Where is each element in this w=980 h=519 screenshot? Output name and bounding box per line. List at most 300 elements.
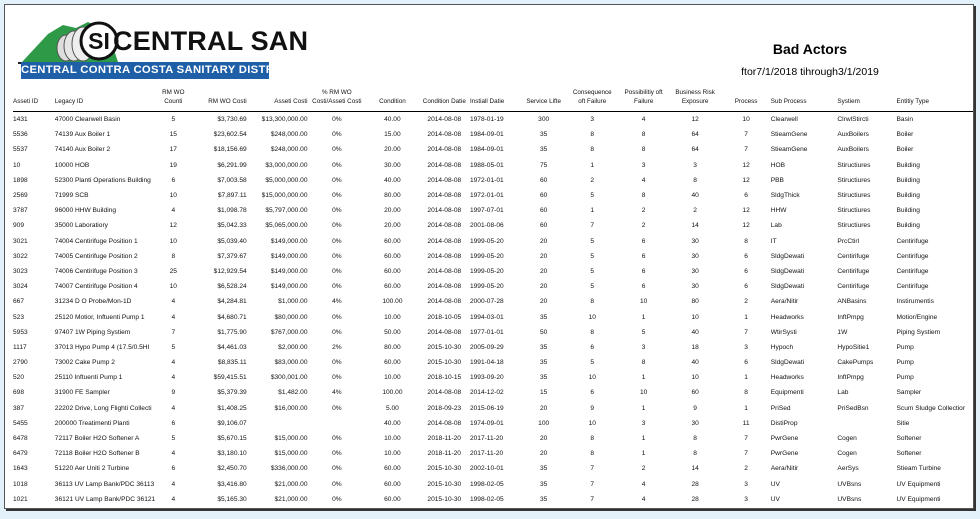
cell-legacy-id: 36113 UV Lamp Bank/PDC 36113 <box>54 480 155 488</box>
cell-rm-wo-count: 10 <box>169 237 177 245</box>
cell-asset-cost: $149,000.00 <box>270 252 308 260</box>
cell-business-risk-exposure: 64 <box>691 146 699 154</box>
cell-condition: 10.00 <box>384 374 401 382</box>
cell-asset-id: 5536 <box>13 131 28 139</box>
cell-service-life: 60 <box>540 207 548 215</box>
cell-condition-date: 2014-08-08 <box>427 283 462 291</box>
cell-entity-type: Instirumentis <box>896 298 934 306</box>
cell-condition: 20.00 <box>384 207 401 215</box>
cell-legacy-id: 37013 Hypo Pump 4 (17.5/0.5HI <box>54 343 150 351</box>
cell-legacy-id: 25110 Inftuenti Pump 1 <box>54 374 123 382</box>
cell-system: Stiructiures <box>837 207 871 215</box>
cell-consequence-of-failure: 1 <box>590 207 595 215</box>
cell-entity-type: Softener <box>896 435 922 443</box>
cell-service-life: 20 <box>540 435 548 443</box>
cell-service-life: 60 <box>540 176 548 184</box>
cell-sub-process: IT <box>770 237 777 245</box>
cell-business-risk-exposure: 12 <box>691 116 699 124</box>
cell-entity-type: UV Equipmenti <box>896 495 941 503</box>
cell-system: UVBsns <box>837 495 862 503</box>
cell-condition: 60.00 <box>384 252 401 260</box>
cell-entity-type: Centirifuge <box>896 252 929 260</box>
cell-rm-wo-count: 6 <box>171 465 176 473</box>
cell-consequence-of-failure: 8 <box>590 298 595 306</box>
cell-condition: 40.00 <box>384 116 401 124</box>
cell-sub-process: SldgDewati <box>770 252 805 260</box>
cell-system: HypoSitie1 <box>837 343 870 351</box>
cell-system <box>837 416 896 431</box>
cell-process: 6 <box>744 267 748 275</box>
cell-asset-id: 5537 <box>13 146 28 154</box>
cell-condition-date: 2014-08-08 <box>427 116 462 124</box>
cell-pct-cost: 0% <box>332 283 342 291</box>
cell-rm-wo-cost: $18,156.69 <box>213 146 247 154</box>
cell-possibility-of-failure: 6 <box>641 237 646 245</box>
cell-legacy-id: 74006 Centirifuge Position 3 <box>54 267 138 275</box>
table-row <box>13 446 973 461</box>
cell-consequence-of-failure: 3 <box>590 116 595 124</box>
cell-entity-type: Boiler <box>896 131 914 139</box>
cell-rm-wo-cost: $7,379.67 <box>217 252 247 260</box>
cell-condition-date: 2015-10-30 <box>427 343 462 351</box>
cell-business-risk-exposure: 30 <box>691 237 699 245</box>
cell-asset-cost: $336,000.00 <box>270 465 308 473</box>
cell-sub-process: HOB <box>770 161 786 169</box>
cell-pct-cost: 0% <box>332 435 342 443</box>
cell-system: Lab <box>837 389 849 397</box>
cell-rm-wo-count: 17 <box>169 146 177 154</box>
cell-legacy-id: 25120 Motior, Inftuenti Pump 1 <box>54 313 145 321</box>
cell-asset-id: 3023 <box>13 267 28 275</box>
cell-service-life: 35 <box>540 495 548 503</box>
cell-install-date: 1984-09-01 <box>469 146 504 154</box>
cell-system: Stiructiures <box>837 222 871 230</box>
cell-consequence-of-failure: 10 <box>588 419 596 427</box>
cell-entity-type: Building <box>896 222 920 230</box>
cell-consequence-of-failure: 5 <box>590 359 595 367</box>
cell-pct-cost: 0% <box>332 328 342 336</box>
cell-pct-cost: 0% <box>332 465 342 473</box>
cell-rm-wo-cost: $5,379.39 <box>217 389 247 397</box>
cell-consequence-of-failure: 7 <box>590 495 595 503</box>
cell-condition: 60.00 <box>384 267 401 275</box>
cell-condition-date: 2018-10-05 <box>427 313 462 321</box>
cell-possibility-of-failure: 8 <box>641 192 646 200</box>
cell-sub-process: SldgDewati <box>770 359 805 367</box>
cell-consequence-of-failure: 8 <box>590 450 595 458</box>
column-header-possibility-of-failure <box>618 88 669 112</box>
cell-condition-date: 2014-08-08 <box>427 222 462 230</box>
cell-pct-cost: 0% <box>332 313 342 321</box>
cell-system: Centirifuge <box>837 252 870 260</box>
cell-asset-cost: $1,482.00 <box>278 389 308 397</box>
cell-system: AerSys <box>837 465 859 473</box>
cell-business-risk-exposure: 40 <box>691 192 699 200</box>
column-header-consequence-of-failure <box>566 88 618 112</box>
cell-rm-wo-count: 4 <box>171 207 176 215</box>
cell-possibility-of-failure: 1 <box>641 450 646 458</box>
cell-asset-id: 1021 <box>13 495 28 503</box>
cell-condition: 15.00 <box>384 131 401 139</box>
cell-legacy-id: 74007 Centirifuge Position 4 <box>54 283 138 291</box>
cell-consequence-of-failure: 7 <box>590 465 595 473</box>
cell-sub-process: SldgDewati <box>770 267 805 275</box>
cell-condition: 40.00 <box>384 176 401 184</box>
cell-entity-type: Sitie <box>896 419 910 427</box>
cell-system: Stiructiures <box>837 176 871 184</box>
cell-process: 3 <box>744 480 748 488</box>
cell-legacy-id: 96000 HHW Building <box>54 207 116 215</box>
cell-sub-process: WtirSysti <box>770 328 797 336</box>
cell-pct-cost: 0% <box>332 359 342 367</box>
cell-pct-cost: 4% <box>332 389 342 397</box>
cell-asset-cost: $15,000.00 <box>274 435 308 443</box>
cell-business-risk-exposure: 18 <box>691 343 699 351</box>
cell-install-date: 2017-11-20 <box>469 435 504 443</box>
cell-pct-cost: 0% <box>332 237 342 245</box>
cell-install-date: 1972-01-01 <box>469 192 504 200</box>
cell-rm-wo-cost: $5,165.30 <box>217 495 247 503</box>
cell-sub-process: Clearwell <box>770 116 798 124</box>
cell-rm-wo-count: 4 <box>171 313 176 321</box>
cell-business-risk-exposure: 14 <box>691 465 699 473</box>
cell-install-date: 2017-11-20 <box>469 450 504 458</box>
cell-asset-id: 3022 <box>13 252 28 260</box>
cell-business-risk-exposure: 80 <box>691 298 699 306</box>
cell-asset-id: 1898 <box>13 176 28 184</box>
column-header-process <box>721 88 770 112</box>
cell-condition-date: 2014-08-08 <box>427 389 462 397</box>
cell-entity-type: Sampler <box>896 389 922 397</box>
cell-system: PriSedBsn <box>837 404 869 412</box>
cell-service-life: 20 <box>540 404 548 412</box>
cell-system: PrcCtirl <box>837 237 860 245</box>
cell-rm-wo-cost: $2,450.70 <box>217 465 247 473</box>
cell-condition-date: 2018-10-15 <box>427 374 462 382</box>
cell-business-risk-exposure: 10 <box>691 374 699 382</box>
header-line-2: Asseti Costi <box>274 98 308 105</box>
cell-entity-type: Centirifuge <box>896 267 929 275</box>
cell-rm-wo-count: 19 <box>169 161 177 169</box>
cell-legacy-id: 74004 Centirifuge Position 1 <box>54 237 138 245</box>
cell-rm-wo-count: 10 <box>169 283 177 291</box>
column-header-asset-id <box>13 88 55 112</box>
cell-service-life: 20 <box>540 252 548 260</box>
cell-rm-wo-cost: $3,730.69 <box>217 116 247 124</box>
cell-system: Centirifuge <box>837 267 870 275</box>
cell-rm-wo-cost: $59,415.51 <box>213 374 247 382</box>
cell-asset-id: 3024 <box>13 283 28 291</box>
cell-system: Cogen <box>837 435 857 443</box>
cell-asset-cost: $1,000.00 <box>278 298 308 306</box>
cell-rm-wo-count: 25 <box>169 267 177 275</box>
cell-consequence-of-failure: 8 <box>590 131 595 139</box>
cell-pct-cost: 0% <box>332 252 342 260</box>
cell-asset-cost: $248,000.00 <box>270 131 308 139</box>
cell-pct-cost: 0% <box>332 495 342 503</box>
cell-install-date: 2000-07-28 <box>469 298 504 306</box>
cell-process: 7 <box>744 435 748 443</box>
table-row <box>13 188 973 203</box>
cell-service-life: 60 <box>540 222 548 230</box>
cell-sub-process: StieamGene <box>770 131 808 139</box>
cell-condition: 10.00 <box>384 450 401 458</box>
cell-process: 12 <box>742 176 750 184</box>
header-line-2: Asseti ID <box>13 98 39 105</box>
cell-rm-wo-count: 6 <box>171 419 176 427</box>
cell-process: 1 <box>744 374 748 382</box>
cell-business-risk-exposure: 40 <box>691 328 699 336</box>
cell-install-date: 2001-08-06 <box>469 222 504 230</box>
cell-condition-date: 2014-08-08 <box>427 192 462 200</box>
cell-process: 12 <box>742 161 750 169</box>
cell-asset-id: 387 <box>13 404 25 412</box>
cell-entity-type: Centirifuge <box>896 237 929 245</box>
cell-pct-cost: 0% <box>332 176 342 184</box>
cell-condition: 20.00 <box>384 222 401 230</box>
cell-entity-type: Pump <box>896 343 914 351</box>
cell-rm-wo-count: 4 <box>171 480 176 488</box>
cell-condition-date: 2015-10-30 <box>427 465 462 473</box>
cell-legacy-id: 200000 Treatimenti Planti <box>54 419 130 427</box>
cell-install-date: 1998-02-05 <box>469 495 504 503</box>
cell-pct-cost: 0% <box>332 450 342 458</box>
cell-asset-id: 523 <box>13 313 25 321</box>
cell-legacy-id: 31234 D O Probe/Mon-1D <box>54 298 132 306</box>
cell-system: 1W <box>837 328 848 336</box>
cell-rm-wo-cost: $3,416.80 <box>217 480 247 488</box>
cell-rm-wo-cost: $4,284.81 <box>217 298 247 306</box>
cell-legacy-id: 10000 HOB <box>54 161 90 169</box>
cell-business-risk-exposure: 10 <box>691 313 699 321</box>
cell-condition-date: 2014-08-08 <box>427 176 462 184</box>
cell-condition: 60.00 <box>384 495 401 503</box>
cell-possibility-of-failure: 2 <box>641 207 646 215</box>
table-row <box>13 279 973 294</box>
cell-rm-wo-count: 10 <box>169 192 177 200</box>
cell-install-date: 1972-01-01 <box>469 176 504 184</box>
cell-pct-cost: 0% <box>332 207 342 215</box>
cell-asset-cost: $3,000,000.00 <box>265 161 308 169</box>
cell-consequence-of-failure: 5 <box>590 267 595 275</box>
column-header-install-date <box>470 88 521 112</box>
cell-business-risk-exposure: 30 <box>691 252 699 260</box>
header-line-2: Sub Process <box>770 98 807 105</box>
cell-install-date: 2015-06-19 <box>469 404 504 412</box>
cell-business-risk-exposure: 8 <box>693 176 697 184</box>
cell-possibility-of-failure: 4 <box>641 495 646 503</box>
cell-rm-wo-count: 15 <box>169 131 177 139</box>
cell-rm-wo-cost: $12,929.54 <box>213 267 247 275</box>
cell-rm-wo-count: 7 <box>171 328 176 336</box>
cell-possibility-of-failure: 3 <box>641 161 646 169</box>
cell-consequence-of-failure: 8 <box>590 146 595 154</box>
cell-consequence-of-failure: 6 <box>590 343 595 351</box>
cell-service-life: 35 <box>540 480 548 488</box>
cell-asset-id: 6479 <box>13 450 28 458</box>
cell-system: Stiructiures <box>837 192 871 200</box>
cell-service-life: 35 <box>540 465 548 473</box>
cell-condition-date: 2018-11-20 <box>427 435 461 443</box>
cell-service-life: 20 <box>540 237 548 245</box>
cell-process: 12 <box>742 222 750 230</box>
table-row <box>13 309 973 324</box>
column-header-system <box>837 88 896 112</box>
header-line-2: Entitiy Type <box>896 98 929 105</box>
cell-condition: 5.00 <box>385 404 399 412</box>
cell-pct-cost: 0% <box>332 116 342 124</box>
cell-rm-wo-count: 4 <box>171 298 176 306</box>
cell-condition: 60.00 <box>384 359 401 367</box>
cell-business-risk-exposure: 40 <box>691 359 699 367</box>
cell-entity-type: Motior/Engine <box>896 313 938 321</box>
cell-consequence-of-failure: 5 <box>590 192 595 200</box>
cell-business-risk-exposure: 9 <box>693 404 697 412</box>
cell-possibility-of-failure: 8 <box>641 146 646 154</box>
cell-business-risk-exposure: 8 <box>693 450 697 458</box>
header-line-2: Service Lifte <box>526 98 562 105</box>
cell-asset-id: 2790 <box>13 359 28 367</box>
cell-asset-cost: $5,797,000.00 <box>265 207 308 215</box>
cell-possibility-of-failure: 8 <box>641 359 646 367</box>
header-line-2: oft Failure <box>578 98 607 105</box>
cell-condition: 60.00 <box>384 465 401 473</box>
cell-legacy-id: 36121 UV Lamp Bank/PDC 36121 <box>54 495 156 503</box>
cell-possibility-of-failure: 4 <box>641 176 646 184</box>
cell-service-life: 35 <box>540 343 548 351</box>
cell-entity-type: Scum Sludge Collectior <box>896 404 966 412</box>
table-row <box>13 142 973 157</box>
cell-system: AuxBoilers <box>837 146 869 154</box>
cell-rm-wo-count: 5 <box>171 116 176 124</box>
header-line-2: Condition Datie <box>422 98 466 105</box>
cell-asset-cost: $248,000.00 <box>270 146 308 154</box>
svg-text:SI: SI <box>88 28 110 54</box>
header-line-2: Process <box>734 98 758 105</box>
cell-pct-cost: 0% <box>332 404 342 412</box>
table-row <box>13 294 973 309</box>
column-header-asset-cost <box>247 88 308 112</box>
cell-pct-cost: 2% <box>332 343 342 351</box>
table-row <box>13 173 973 188</box>
cell-possibility-of-failure: 4 <box>641 480 646 488</box>
column-header-rm-wo-cost <box>191 88 246 112</box>
bad-actors-table <box>13 88 973 507</box>
cell-asset-id: 6478 <box>13 435 28 443</box>
header-line-1: % RM WO <box>321 89 352 96</box>
cell-entity-type: UV Equipmenti <box>896 480 941 488</box>
cell-install-date: 1977-01-01 <box>469 328 504 336</box>
cell-condition: 60.00 <box>384 283 401 291</box>
cell-rm-wo-count: 5 <box>171 435 176 443</box>
cell-service-life: 35 <box>540 374 548 382</box>
cell-legacy-id: 51220 Aer Uniti 2 Turbine <box>54 465 130 473</box>
cell-asset-cost: $21,000.00 <box>274 495 308 503</box>
cell-rm-wo-count: 4 <box>171 374 176 382</box>
header-line-2: Counti <box>164 98 183 105</box>
logo-tagline: CENTRAL CONTRA COSTA SANITARY DISTRICT <box>21 62 269 79</box>
cell-entity-type: Building <box>896 192 920 200</box>
cell-process: 2 <box>744 465 748 473</box>
header-line-2: Condition <box>379 98 406 105</box>
cell-consequence-of-failure: 10 <box>588 374 596 382</box>
cell-consequence-of-failure: 7 <box>590 222 595 230</box>
cell-system: InftPmpg <box>837 313 864 321</box>
table-row <box>13 203 973 218</box>
cell-rm-wo-cost: $4,461.03 <box>217 343 247 351</box>
cell-condition: 40.00 <box>384 419 401 427</box>
cell-pct-cost: 0% <box>332 131 342 139</box>
cell-condition-date: 2018-09-23 <box>427 404 462 412</box>
cell-rm-wo-cost: $6,291.99 <box>217 161 247 169</box>
cell-legacy-id: 31900 FE Sampler <box>54 389 110 397</box>
cell-business-risk-exposure: 28 <box>691 480 699 488</box>
cell-process: 1 <box>744 404 748 412</box>
cell-system: InftPmpg <box>837 374 864 382</box>
cell-asset-id: 698 <box>13 389 25 397</box>
cell-condition-date: 2014-08-08 <box>427 252 462 260</box>
cell-service-life: 35 <box>540 146 548 154</box>
cell-install-date: 2002-10-01 <box>469 465 504 473</box>
cell-service-life: 35 <box>540 359 548 367</box>
header-line-1: RM WO <box>162 89 185 96</box>
cell-process: 7 <box>744 146 748 154</box>
cell-asset-cost: $13,300,000.00 <box>261 116 308 124</box>
cell-pct-cost: 4% <box>332 298 342 306</box>
column-header-business-risk-exposure <box>669 88 722 112</box>
cell-condition: 80.00 <box>384 343 401 351</box>
cell-rm-wo-cost: $3,180.10 <box>217 450 247 458</box>
cell-process: 12 <box>742 207 750 215</box>
cell-legacy-id: 47000 Clearwell Basin <box>54 116 121 124</box>
cell-process: 6 <box>744 359 748 367</box>
cell-rm-wo-cost: $23,602.54 <box>213 131 247 139</box>
cell-condition: 100.00 <box>382 389 403 397</box>
cell-condition-date: 2015-10-30 <box>427 495 462 503</box>
cell-process: 8 <box>744 237 748 245</box>
column-header-legacy-id <box>55 88 155 112</box>
cell-consequence-of-failure: 6 <box>590 389 595 397</box>
cell-asset-cost: $149,000.00 <box>270 267 308 275</box>
table-row <box>13 234 973 249</box>
cell-asset-id: 3787 <box>13 207 28 215</box>
header-line-2: Costi/Asseti Costi <box>312 98 362 105</box>
cell-sub-process: StieamGene <box>770 146 808 154</box>
cell-rm-wo-cost: $5,039.40 <box>217 237 247 245</box>
cell-rm-wo-cost: $1,775.90 <box>217 328 247 336</box>
cell-process: 7 <box>744 131 748 139</box>
table-row <box>13 325 973 340</box>
cell-condition-date: 2014-08-08 <box>427 419 462 427</box>
cell-possibility-of-failure: 1 <box>641 374 646 382</box>
cell-service-life: 60 <box>540 192 548 200</box>
cell-consequence-of-failure: 10 <box>588 313 596 321</box>
header-line-2: Systiem <box>837 98 860 105</box>
cell-pct-cost: 0% <box>332 146 342 154</box>
cell-asset-id: 909 <box>13 222 25 230</box>
cell-condition-date: 2014-08-08 <box>427 207 462 215</box>
cell-system: UVBsns <box>837 480 862 488</box>
cell-service-life: 20 <box>540 450 548 458</box>
cell-system: AuxBoilers <box>837 131 869 139</box>
cell-process: 7 <box>744 328 748 336</box>
cell-rm-wo-count: 9 <box>171 389 176 397</box>
cell-business-risk-exposure: 8 <box>693 435 697 443</box>
cell-pct-cost: 0% <box>332 222 342 230</box>
cell-entity-type: Piping Systiem <box>896 328 941 336</box>
cell-pct-cost <box>308 416 367 431</box>
cell-business-risk-exposure: 64 <box>691 131 699 139</box>
